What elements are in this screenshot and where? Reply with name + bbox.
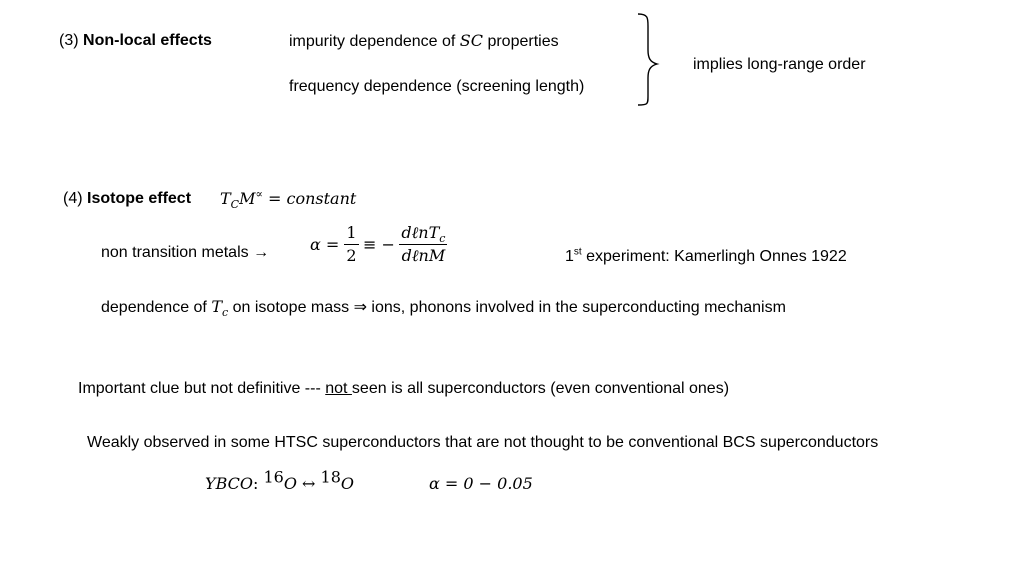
formula-rhs: = constant: [262, 189, 357, 208]
impurity-text: impurity dependence of: [289, 33, 456, 50]
one-half-fraction: [344, 223, 358, 266]
section-3-number: (3): [59, 32, 79, 49]
section-3-heading: [59, 31, 212, 51]
experiment-ordinal: st: [573, 246, 582, 258]
clue-pre: Important clue but not definitive ---: [78, 380, 326, 397]
sc-symbol: SC: [459, 31, 483, 50]
section-3-title: Non-local effects: [83, 32, 212, 49]
formula-t: T: [220, 189, 231, 208]
experiment-number: 1: [565, 248, 574, 265]
dependence-pre: dependence of: [101, 299, 207, 316]
exchange-arrow: ↔: [296, 474, 321, 493]
isotope-formula: [220, 189, 356, 210]
tc-sub: c: [222, 306, 229, 320]
frequency-dependence-line: frequency dependence (screening length): [289, 78, 585, 95]
ybco-alpha-range: α = 0 − 0.05: [429, 474, 533, 493]
tc-symbol: T: [211, 297, 222, 316]
important-clue-line: [78, 379, 729, 399]
long-range-order-conclusion: implies long-range order: [693, 56, 866, 73]
half-numerator: 1: [344, 223, 358, 245]
formula-exponent: ∝: [255, 187, 263, 201]
oxygen-16-mass: 16: [263, 467, 284, 487]
ybco-isotope-line: [205, 467, 355, 495]
properties-text: properties: [487, 33, 559, 50]
formula-m: M: [239, 189, 256, 208]
htsc-observation-line: Weakly observed in some HTSC superconductors that are not thought to be conventional BCS superconductors: [87, 434, 879, 451]
oxygen-18-mass: 18: [320, 467, 341, 487]
section-4-number: (4): [63, 190, 83, 207]
deriv-num-text: dℓnT: [401, 223, 440, 242]
clue-not-underlined: not: [325, 380, 352, 397]
ybco-label: YBCO: [205, 474, 253, 493]
tc-dependence-line: [101, 297, 786, 318]
alpha-lhs: α =: [310, 235, 345, 254]
oxygen-18: O: [340, 474, 355, 493]
clue-post: seen is all superconductors (even conventional ones): [351, 380, 730, 397]
experiment-text: experiment: Kamerlingh Onnes 1922: [581, 248, 847, 265]
equiv-minus: ≡ −: [363, 235, 395, 254]
oxygen-16: O: [283, 474, 297, 493]
impurity-dependence-line: [289, 31, 559, 52]
alpha-equation: [310, 223, 447, 266]
half-denominator: 2: [346, 246, 357, 265]
ybco-colon: :: [252, 474, 264, 493]
derivative-denominator: dℓnM: [401, 246, 446, 265]
dependence-post: on isotope mass ⇒ ions, phonons involved in the superconducting mechanism: [232, 299, 786, 316]
section-4-title: Isotope effect: [87, 190, 192, 207]
deriv-num-sub: c: [439, 232, 446, 246]
non-transition-metals-label: non transition metals →: [101, 244, 270, 261]
first-experiment-note: [565, 247, 847, 267]
section-4-heading: [63, 189, 191, 209]
right-brace-icon: [630, 12, 662, 108]
derivative-numerator: [399, 223, 447, 245]
formula-c-sub: C: [230, 198, 240, 212]
log-derivative-fraction: [399, 223, 447, 266]
